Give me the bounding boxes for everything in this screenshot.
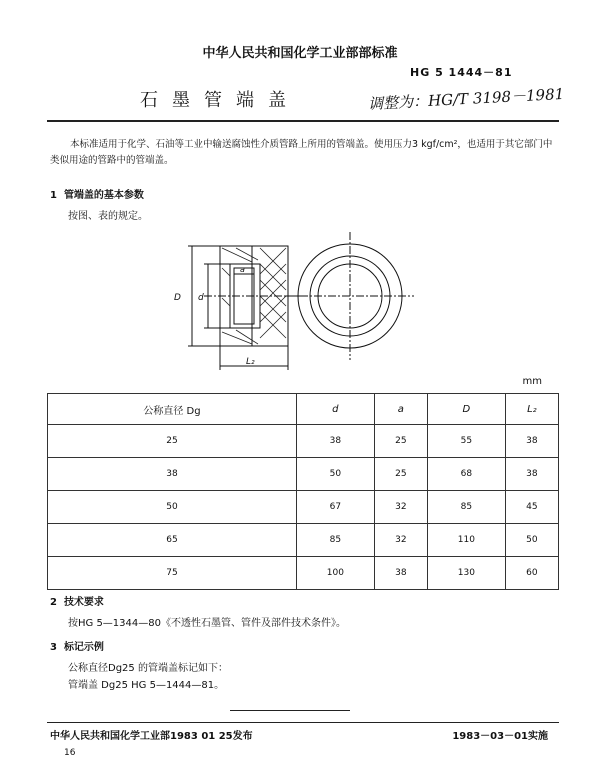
- table-header-row: [48, 394, 559, 425]
- table-cell: 100: [296, 557, 374, 590]
- issue-date: 中华人民共和国化学工业部1983 01 25发布: [50, 731, 253, 742]
- table-cell: 130: [427, 557, 505, 590]
- end-view: [286, 232, 414, 360]
- table-cell: 50: [48, 491, 297, 524]
- table-cell: 110: [427, 524, 505, 557]
- document-title: 石墨管端盖: [140, 90, 300, 111]
- effective-date: 1983－03－01实施: [452, 731, 548, 742]
- footer-rule: [47, 722, 559, 723]
- table-cell: 50: [296, 458, 374, 491]
- cap-drawing: [160, 228, 420, 378]
- table-cell: 25: [48, 425, 297, 458]
- table-cell: 85: [296, 524, 374, 557]
- marking-example: 管端盖 Dg25 HG 5—1444—81。: [68, 680, 225, 691]
- header-nominal-diameter: 公称直径 Dg: [48, 394, 297, 425]
- table-cell: 32: [374, 491, 427, 524]
- header-rule: [47, 120, 559, 122]
- header-d: d: [296, 394, 374, 425]
- dim-a-label: a: [240, 265, 245, 274]
- section-title: 管端盖的基本参数: [63, 190, 144, 201]
- table-cell: 60: [505, 557, 558, 590]
- table-cell: 68: [427, 458, 505, 491]
- table-cell: 25: [374, 425, 427, 458]
- section-2-heading: [50, 593, 104, 608]
- table-cell: 38: [296, 425, 374, 458]
- standard-code: HG 5 1444－81: [410, 66, 513, 79]
- table-unit: mm: [522, 376, 542, 387]
- table-row: [48, 491, 559, 524]
- page-number: 16: [64, 748, 76, 758]
- section-3-body: 公称直径Dg25 的管端盖标记如下：: [68, 663, 228, 674]
- table-row: [48, 524, 559, 557]
- table-row: [48, 458, 559, 491]
- header-L2: L₂: [505, 394, 558, 425]
- section-title: 技术要求: [63, 597, 104, 608]
- section-number: 1: [50, 190, 57, 201]
- dim-d-label: d: [198, 293, 204, 303]
- table-cell: 45: [505, 491, 558, 524]
- table-cell: 67: [296, 491, 374, 524]
- table-row: [48, 425, 559, 458]
- table-cell: 25: [374, 458, 427, 491]
- intro-paragraph: 本标准适用于化学、石油等工业中输送腐蚀性介质管路上所用的管端盖。使用压力3 kgf/cm²，也适用于其它部门中类似用途的管路中的管端盖。: [50, 139, 553, 166]
- header-D: D: [427, 394, 505, 425]
- section-1-heading: [50, 186, 144, 201]
- table-cell: 38: [505, 425, 558, 458]
- table-cell: 38: [505, 458, 558, 491]
- table-cell: 32: [374, 524, 427, 557]
- table-row: [48, 557, 559, 590]
- section-2-body: 按HG 5—1344—80《不透性石墨管、管件及部件技术条件》。: [68, 618, 346, 629]
- table-cell: 85: [427, 491, 505, 524]
- section-number: 2: [50, 597, 57, 608]
- header-a: a: [374, 394, 427, 425]
- table-cell: 38: [48, 458, 297, 491]
- table-cell: 65: [48, 524, 297, 557]
- standard-org-header: 中华人民共和国化学工业部部标准: [202, 46, 398, 61]
- section-1-body: 按图、表的规定。: [68, 211, 148, 222]
- table-cell: 75: [48, 557, 297, 590]
- end-short-rule: [230, 710, 350, 711]
- section-title: 标记示例: [63, 642, 104, 653]
- parameters-table: [47, 393, 559, 590]
- table-cell: 55: [427, 425, 505, 458]
- table-cell: 50: [505, 524, 558, 557]
- handwritten-note: 调整为：HG/T 3198－1981: [367, 84, 565, 114]
- section-3-heading: [50, 638, 104, 653]
- table-cell: 38: [374, 557, 427, 590]
- dim-L2-label: L₂: [246, 357, 255, 367]
- dim-D-label: D: [174, 293, 181, 303]
- section-number: 3: [50, 642, 57, 653]
